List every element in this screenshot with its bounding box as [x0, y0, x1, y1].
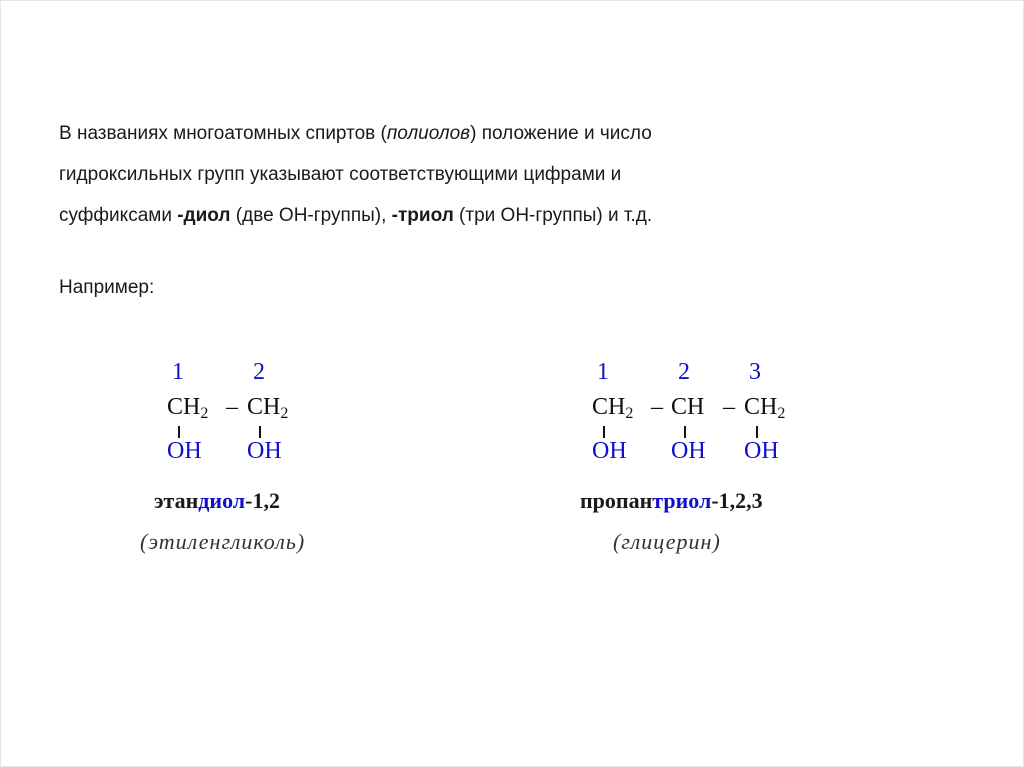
hydroxyl-group-1: OH [167, 438, 202, 464]
ethanediol-trivial-name: (этиленгликоль) [140, 529, 306, 554]
example-label: Например: [59, 277, 155, 298]
carbon-number-1: 1 [172, 359, 184, 385]
text-line-3 [59, 205, 652, 227]
carbon-number-1: 1 [597, 359, 609, 385]
hydroxyl-group-2: OH [671, 438, 706, 464]
text-line-2: гидроксильных групп указывают соответствующими цифрами и [59, 164, 622, 185]
bond-2-3: – [723, 394, 735, 420]
vertical-bond-2 [259, 426, 261, 438]
suffix-diol: -диол [177, 205, 231, 226]
text-line-3-start: суффиксами [59, 205, 178, 226]
text-line-1 [59, 123, 652, 145]
vertical-bond-1 [178, 426, 180, 438]
carbon-number-2: 2 [678, 359, 690, 385]
text-line-3-end: (три ОН-группы) и т.д. [453, 205, 653, 226]
propanetriol-trivial-name: (глицерин) [613, 529, 721, 554]
ethanediol-iupac-name: этандиол-1,2 [154, 488, 280, 513]
text-line-1-end: ) положение и число [470, 123, 652, 144]
ch2-group-2: $CH_2$ [247, 394, 289, 422]
bond-1-2: – [226, 394, 238, 420]
text-line-1-start: В названиях многоатомных спиртов ( [59, 123, 387, 144]
carbon-number-3: 3 [749, 359, 761, 385]
ch2-group-1: $CH_2$ [592, 394, 634, 422]
hydroxyl-group-1: OH [592, 438, 627, 464]
ch2-group-3: $CH_2$ [744, 394, 786, 422]
hydroxyl-group-2: OH [247, 438, 282, 464]
vertical-bond-3 [756, 426, 758, 438]
vertical-bond-2 [684, 426, 686, 438]
text-line-3-middle: (две ОН-группы), [230, 205, 392, 226]
hydroxyl-group-3: OH [744, 438, 779, 464]
carbon-number-2: 2 [253, 359, 265, 385]
vertical-bond-1 [603, 426, 605, 438]
ch2-group-1: $CH_2$ [167, 394, 209, 422]
term-polyols: полиолов [386, 123, 471, 144]
bond-1-2: – [651, 394, 663, 420]
ch-group-2: CH [671, 394, 705, 420]
propanetriol-iupac-name: пропантриол-1,2,3 [580, 488, 763, 513]
suffix-triol: -триол [391, 205, 454, 226]
